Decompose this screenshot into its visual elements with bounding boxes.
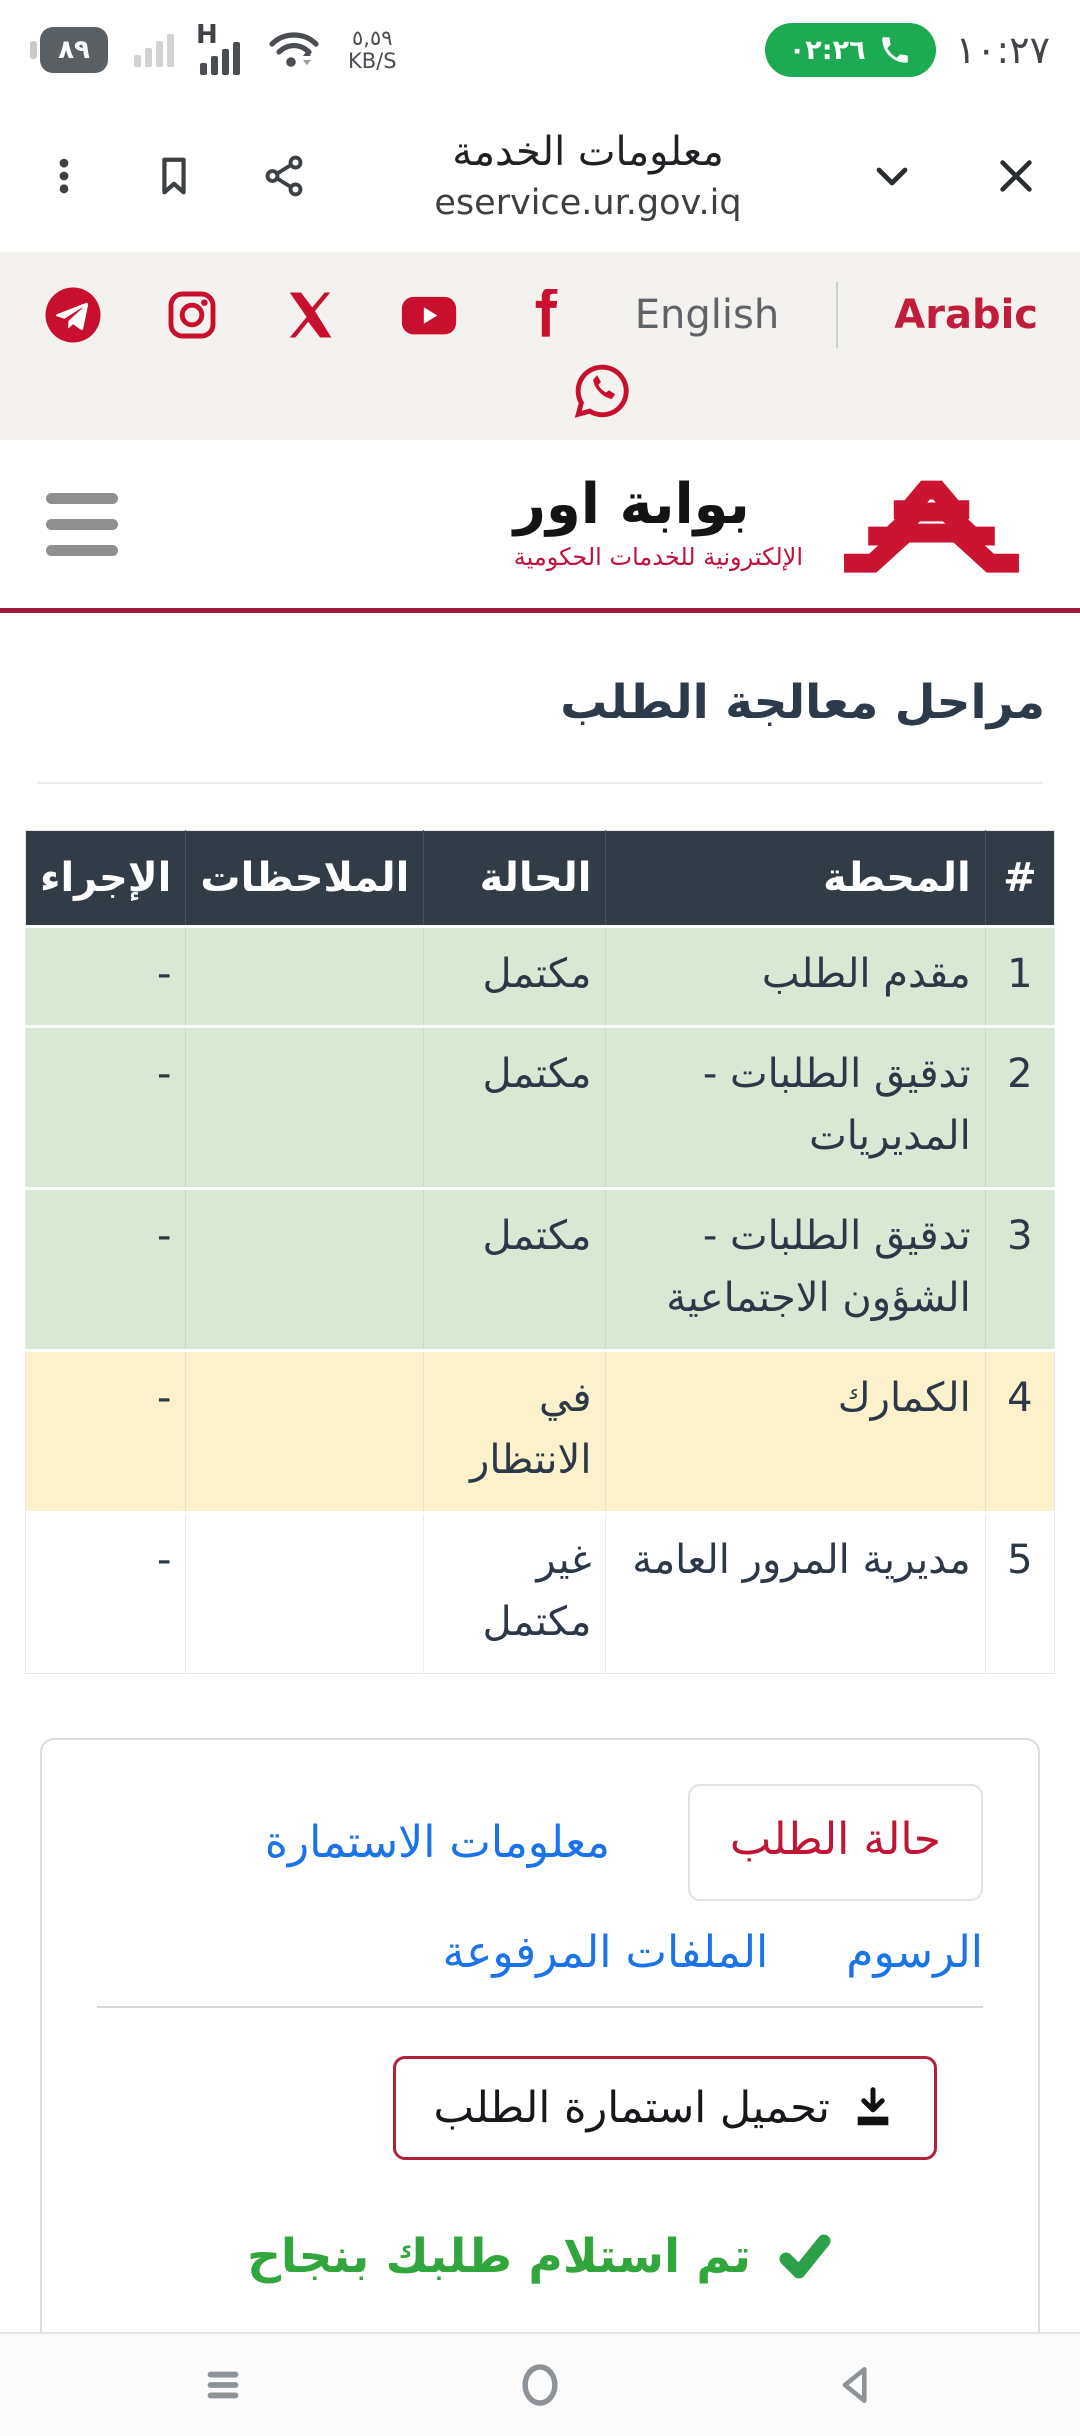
browser-url[interactable]: eservice.ur.gov.iq [434,183,742,223]
cell-status: مكتمل [424,1027,606,1189]
cell-num: 5 [985,1513,1054,1674]
download-form-button[interactable] [393,2056,937,2160]
signal-sim1-icon [196,19,240,75]
clock: ١٠:٢٧ [955,28,1050,72]
tab-fees[interactable]: الرسوم [846,1927,983,1978]
android-bottom-nav [0,2332,1080,2436]
tab-request-status[interactable]: حالة الطلب [688,1784,983,1901]
telegram-icon[interactable] [42,284,104,346]
close-icon[interactable] [992,152,1040,200]
cell-notes [186,927,424,1027]
cell-action: - [26,1351,186,1513]
cell-num: 2 [985,1027,1054,1189]
header-action: الإجراء [26,831,186,927]
logo-subtitle: الإلكترونية للخدمات الحكومية [513,543,803,571]
table-header [26,831,1055,927]
status-bar [0,0,1080,100]
table-row [26,1189,1055,1351]
page-title: مراحل معالجة الطلب [560,675,1045,730]
tab-uploaded-files[interactable]: الملفات المرفوعة [442,1927,769,1978]
phone-icon [878,33,912,67]
header-notes: الملاحظات [186,831,424,927]
header-num: # [985,831,1054,927]
cell-notes [186,1513,424,1674]
chevron-down-icon[interactable] [868,152,916,200]
header-station: المحطة [606,831,985,927]
cell-num: 1 [985,927,1054,1027]
cell-notes [186,1189,424,1351]
cell-action: - [26,1027,186,1189]
wifi-icon [266,25,322,75]
main-content [0,675,1080,2398]
recents-button[interactable] [195,2357,251,2413]
check-icon [777,2228,833,2284]
back-button[interactable] [829,2357,885,2413]
network-speed-value: ٥,٥٩ [352,25,393,50]
download-button-label: تحميل استمارة الطلب [433,2083,830,2133]
status-right-cluster [765,23,1050,77]
browser-title-block [370,129,806,223]
download-icon [850,2085,896,2131]
cell-station: مديرية المرور العامة [606,1513,985,1674]
table-body [26,927,1055,1674]
language-divider [836,282,838,348]
battery-percent: ٨٩ [40,27,108,73]
signal-sim2-icon [134,34,174,67]
stages-table [25,830,1055,1674]
bookmark-icon[interactable] [150,152,198,200]
cell-station: الكمارك [606,1351,985,1513]
table-row [26,927,1055,1027]
cell-status: مكتمل [424,927,606,1027]
social-bar [0,252,1080,440]
title-divider [37,782,1043,784]
cell-status: في الانتظار [424,1351,606,1513]
cell-station: تدقيق الطلبات - الشؤون الاجتماعية [606,1189,985,1351]
cell-action: - [26,927,186,1027]
cell-num: 4 [985,1351,1054,1513]
table-row [26,1027,1055,1189]
request-details-card [40,1738,1040,2398]
youtube-icon[interactable] [398,284,460,346]
network-speed-unit: KB/S [348,49,397,73]
cell-action: - [26,1189,186,1351]
tabs-nav [97,1784,983,1978]
cell-station: تدقيق الطلبات - المديريات [606,1027,985,1189]
cell-num: 3 [985,1189,1054,1351]
hamburger-menu-icon[interactable] [46,485,118,564]
battery-icon [30,27,108,73]
header-status: الحالة [424,831,606,927]
tab-form-info[interactable]: معلومات الاستمارة [264,1817,610,1868]
tabs-divider [97,2006,983,2008]
ziggurat-logo-icon [829,475,1034,573]
ongoing-call-pill[interactable] [765,23,936,77]
success-message [97,2228,983,2284]
network-type-label: H [196,19,218,50]
cell-status: غير مكتمل [424,1513,606,1674]
site-header [0,440,1080,613]
success-text: تم استلام طلبك بنجاح [247,2228,751,2284]
table-row [26,1351,1055,1513]
share-icon[interactable] [260,152,308,200]
kebab-menu-icon[interactable] [40,152,88,200]
battery-cap [30,41,37,59]
whatsapp-icon[interactable] [571,360,633,422]
instagram-icon[interactable] [161,284,223,346]
site-logo[interactable] [513,472,1034,573]
x-twitter-icon[interactable] [279,284,341,346]
call-duration: ٠٢:٢٦ [788,34,866,66]
table-row [26,1513,1055,1674]
network-speed [348,27,397,73]
cell-station: مقدم الطلب [606,927,985,1027]
browser-page-title: معلومات الخدمة [452,129,724,175]
cell-notes [186,1027,424,1189]
cell-action: - [26,1513,186,1674]
cell-status: مكتمل [424,1189,606,1351]
facebook-icon[interactable] [516,284,578,346]
logo-title: بوابة اور [513,472,750,537]
home-button[interactable] [512,2357,568,2413]
language-english-link[interactable]: English [634,292,780,338]
cell-notes [186,1351,424,1513]
status-left-cluster [30,19,397,75]
browser-bar [0,100,1080,252]
language-arabic-link[interactable]: Arabic [894,292,1038,338]
